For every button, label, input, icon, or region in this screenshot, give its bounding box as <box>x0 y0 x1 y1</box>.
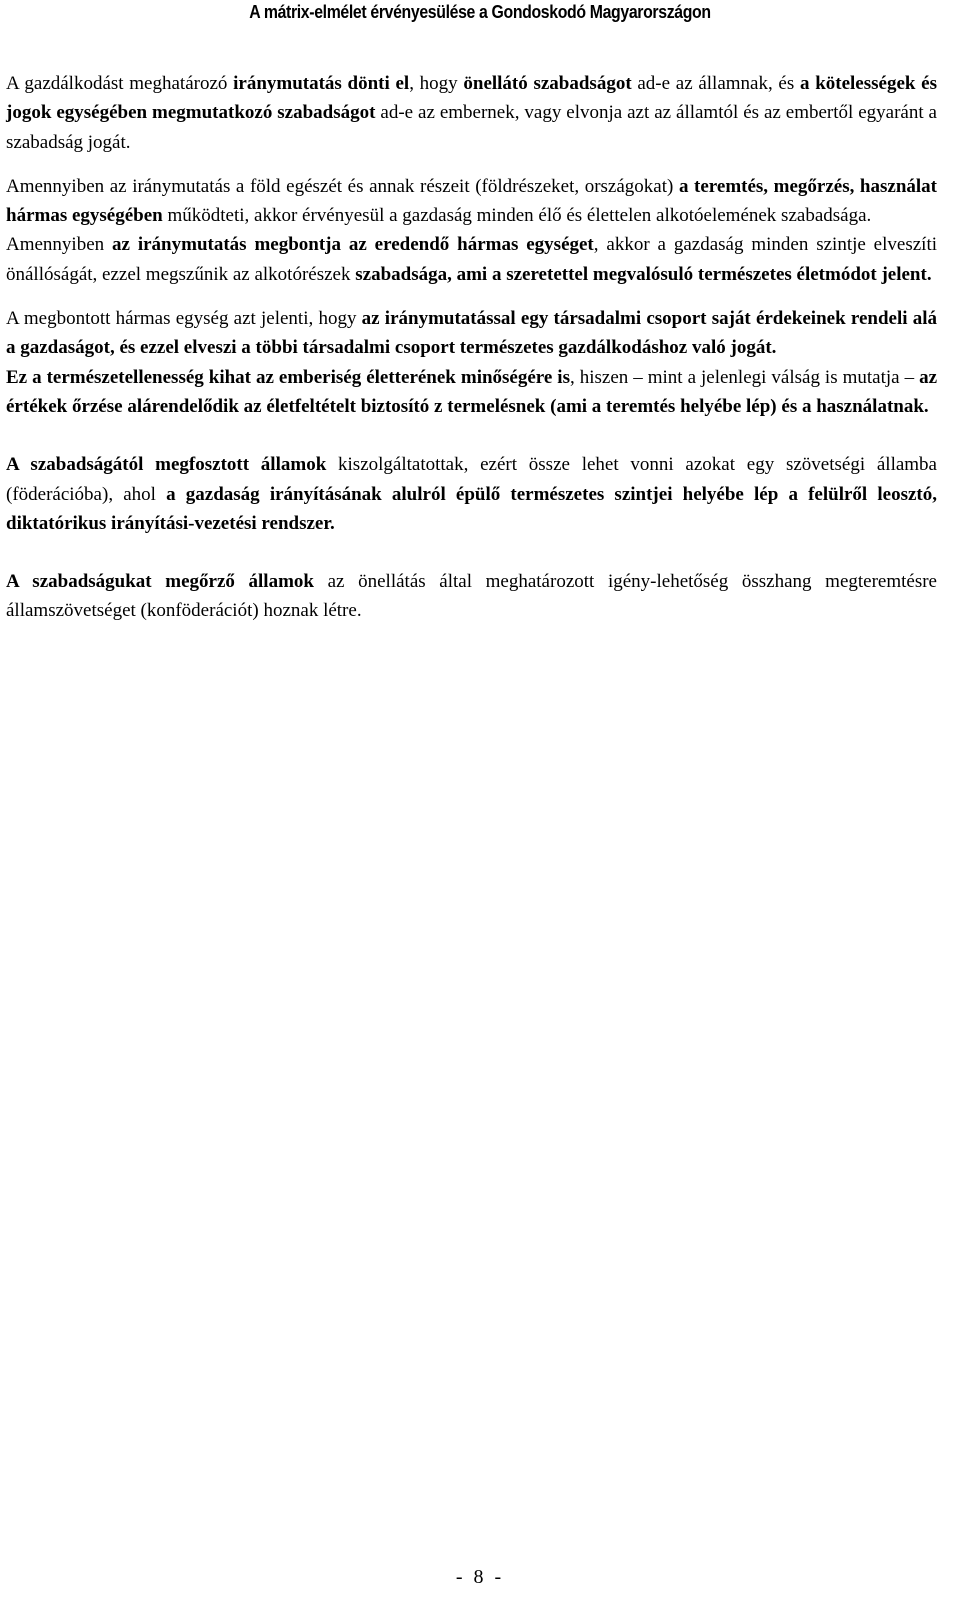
bold-run: az iránymutatás megbontja az eredendő hármas egységet <box>112 234 594 256</box>
text-run: A megbontott hármas egység azt jelenti, hogy <box>6 308 362 330</box>
paragraph-3 <box>6 230 937 289</box>
text-run: , hogy <box>409 73 464 94</box>
bold-run: a gazdaság irányításának alulról épülő természetes szintjei helyébe lép a felülről leosztó, diktatórikus irányítási-vezetési rendszer. <box>6 483 937 534</box>
text-run: működteti, akkor érvényesül a gazdaság minden élő és élettelen alkotóelemének szabadsága. <box>162 205 872 227</box>
bold-run: az értékek őrzése alárendelődik az életfeltételt biztosító z termelésnek (ami a teremtés helyébe lép) és a használatnak. <box>6 366 937 417</box>
paragraph-1 <box>6 69 937 157</box>
text-run: ad-e az államnak, és <box>631 73 800 94</box>
bold-run: iránymutatás dönti el <box>233 73 410 94</box>
body-text <box>6 69 937 626</box>
text-run: Amennyiben az iránymutatás a föld egészét és annak részeit (földrészeket, országokat) <box>6 175 679 197</box>
bold-run: az iránymutatással egy társadalmi csoport saját érdekeinek rendeli alá a gazdaságot, és ezzel elveszi a többi társadalmi csoport természetes gazdálkodáshoz való jogát. <box>6 308 937 359</box>
bold-run: szabadsága, ami a szeretettel megvalósuló természetes életmódot jelent. <box>355 263 932 285</box>
text-run: az önellátás által meghatározott igény-lehetőség összhang megteremtésre államszövetséget (konföderációt) hoznak létre. <box>6 571 937 622</box>
paragraph-2 <box>6 172 937 231</box>
bold-run: önellátó szabadságot <box>463 73 632 94</box>
bold-run: Ez a természetellenesség kihat az emberiség életterének minőségére is <box>6 366 570 388</box>
paragraph-7 <box>6 567 937 626</box>
bold-run: A szabadságukat megőrző államok <box>6 571 314 593</box>
running-header: A mátrix-elmélet érvényesülése a Gondoskodó Magyarországon <box>249 2 711 22</box>
paragraph-5 <box>6 363 937 422</box>
text-run: , akkor a gazdaság minden szintje elveszíti önállóságát, ezzel megszűnik az alkotórészek <box>6 234 937 285</box>
bold-run: a kötelességek és jogok egységében megmutatkozó szabadságot <box>6 73 937 124</box>
text-run: kiszolgáltatottak, ezért össze lehet vonni azokat egy szövetségi államba (föderációba), ahol <box>6 454 937 505</box>
bold-run: A szabadságától megfosztott államok <box>6 454 327 476</box>
text-run: A gazdálkodást meghatározó <box>6 73 234 94</box>
text-run: , hiszen – mint a jelenlegi válság is mutatja – <box>569 366 920 388</box>
text-run: ad-e az embernek, vagy elvonja azt az államtól és az embertől egyaránt a szabadság jogát. <box>6 102 937 153</box>
bold-run: a teremtés, megőrzés, használat hármas egységében <box>6 175 938 227</box>
text-run: Amennyiben <box>6 234 113 256</box>
page-number: - 8 - <box>455 1566 505 1588</box>
paragraph-6 <box>6 450 937 538</box>
paragraph-4 <box>6 304 937 363</box>
